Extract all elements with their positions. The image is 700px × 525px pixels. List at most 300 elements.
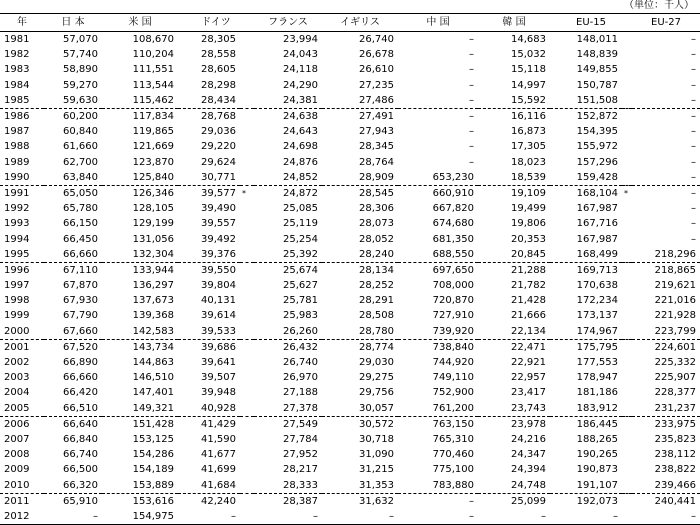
cell-japan: 67,870 — [63, 280, 98, 292]
cell-eu27: 228,377 — [654, 387, 697, 399]
cell-eu15-note — [622, 170, 632, 186]
cell-usa: 153,125 — [132, 433, 174, 445]
cell-korea: 25,099 — [478, 493, 550, 509]
table-row — [0, 216, 700, 231]
cell-china: 660,910 — [398, 185, 478, 201]
cell-korea: 23,743 — [511, 402, 546, 414]
cell-usa: 131,056 — [132, 233, 174, 245]
cell-germany-note — [240, 477, 254, 493]
cell-eu27: – — [691, 141, 697, 153]
cell-korea: 19,806 — [511, 218, 546, 230]
cell-eu27: – — [632, 185, 700, 201]
cell-korea: – — [478, 509, 550, 525]
cell-eu27: 221,928 — [654, 310, 697, 322]
cell-uk: 26,610 — [359, 64, 394, 76]
cell-korea: 24,347 — [511, 449, 546, 461]
cell-germany: 28,768 — [178, 108, 240, 124]
cell-uk: 28,508 — [359, 310, 394, 322]
cell-eu15-note — [622, 401, 632, 417]
cell-japan: 59,630 — [63, 94, 98, 106]
cell-france: 26,260 — [283, 325, 318, 337]
cell-germany: 29,036 — [201, 126, 236, 138]
table-row — [0, 509, 700, 525]
cell-japan: 60,200 — [44, 108, 102, 124]
cell-eu15: 186,445 — [550, 416, 622, 432]
cell-france: 27,378 — [283, 402, 318, 414]
cell-korea: 22,921 — [511, 357, 546, 369]
cell-france: 28,387 — [254, 493, 322, 509]
cell-china: 783,880 — [432, 479, 474, 491]
cell-china: 667,820 — [432, 203, 474, 215]
cell-japan: 66,450 — [63, 233, 98, 245]
table-row — [0, 231, 700, 246]
cell-germany: 39,686 — [178, 339, 240, 355]
cell-france: 27,952 — [283, 449, 318, 461]
cell-uk: 31,632 — [322, 493, 398, 509]
cell-germany-note — [240, 247, 254, 263]
cell-germany: – — [178, 509, 240, 525]
cell-usa: 154,286 — [132, 449, 174, 461]
cell-uk: 28,073 — [359, 218, 394, 230]
cell-china: – — [398, 108, 478, 124]
cell-germany: 28,305 — [201, 34, 236, 46]
cell-eu27: 223,799 — [654, 325, 697, 337]
cell-year: 2008 — [4, 449, 30, 461]
cell-france: 25,781 — [283, 295, 318, 307]
cell-france: 24,698 — [283, 141, 318, 153]
cell-eu15: 188,265 — [576, 433, 618, 445]
cell-germany: 28,558 — [201, 49, 236, 61]
cell-china: – — [469, 156, 474, 168]
cell-eu27: – — [691, 49, 697, 61]
table-row — [0, 139, 700, 154]
cell-japan: 57,740 — [63, 49, 98, 61]
cell-france: 24,290 — [283, 79, 318, 91]
table-row — [0, 108, 700, 124]
cell-eu15: 168,104 — [550, 185, 622, 201]
cell-eu27: 235,823 — [654, 433, 697, 445]
cell-china: 681,350 — [432, 233, 474, 245]
table-row — [0, 432, 700, 447]
cell-uk: 26,678 — [359, 49, 394, 61]
cell-china: – — [469, 34, 474, 46]
cell-china: – — [469, 141, 474, 153]
cell-korea: 24,748 — [511, 479, 546, 491]
cell-eu15: 151,508 — [576, 94, 618, 106]
table-row — [0, 278, 700, 293]
cell-germany: 28,298 — [201, 79, 236, 91]
table-row — [0, 308, 700, 323]
cell-eu15-note: * — [622, 185, 632, 201]
cell-uk: 30,572 — [322, 416, 398, 432]
cell-year: 1999 — [4, 310, 30, 322]
cell-germany: 39,804 — [201, 280, 236, 292]
cell-china: 765,310 — [432, 433, 474, 445]
cell-usa: 154,975 — [102, 509, 178, 525]
cell-year: 2006 — [0, 416, 44, 432]
cell-eu15: 155,972 — [576, 141, 618, 153]
cell-france: 25,119 — [283, 218, 318, 230]
cell-eu15: 178,947 — [576, 372, 618, 384]
cell-japan: 58,890 — [63, 64, 98, 76]
cell-china: 708,000 — [432, 280, 474, 292]
table-row — [0, 47, 700, 62]
cell-germany-note — [240, 432, 254, 447]
table-row — [0, 416, 700, 432]
cell-france: 25,983 — [283, 310, 318, 322]
cell-korea: 22,957 — [511, 372, 546, 384]
cell-uk: 27,943 — [359, 126, 394, 138]
cell-japan: 67,110 — [44, 262, 102, 278]
header-usa: 米 国 — [102, 14, 178, 32]
cell-eu15-note — [622, 477, 632, 493]
cell-france: 25,254 — [283, 233, 318, 245]
cell-eu15-note — [622, 78, 632, 93]
cell-france: 24,118 — [283, 64, 318, 76]
cell-germany-note — [240, 32, 254, 48]
cell-uk: 31,090 — [359, 449, 394, 461]
cell-france: 24,872 — [254, 185, 322, 201]
cell-eu27: – — [691, 218, 697, 230]
cell-china: 752,900 — [432, 387, 474, 399]
cell-france: 28,333 — [283, 479, 318, 491]
cell-france: 24,852 — [283, 171, 318, 183]
cell-usa: 108,670 — [132, 34, 174, 46]
cell-germany-note — [240, 139, 254, 154]
cell-germany-note — [240, 278, 254, 293]
cell-china: 744,920 — [432, 357, 474, 369]
cell-korea: 14,997 — [511, 79, 546, 91]
cell-china: 688,550 — [432, 248, 474, 260]
cell-china: 738,840 — [398, 339, 478, 355]
employment-table — [0, 13, 700, 525]
cell-year: 1986 — [0, 108, 44, 124]
cell-germany: 39,492 — [201, 233, 236, 245]
cell-korea: 21,288 — [478, 262, 550, 278]
table-row — [0, 339, 700, 355]
cell-eu15: – — [550, 509, 622, 525]
table-row — [0, 78, 700, 93]
cell-usa: 115,462 — [132, 94, 174, 106]
cell-china: 761,200 — [432, 402, 474, 414]
cell-uk: 27,235 — [359, 79, 394, 91]
cell-usa: 126,346 — [102, 185, 178, 201]
cell-eu27: 225,332 — [654, 357, 697, 369]
cell-eu15: 169,713 — [550, 262, 622, 278]
cell-uk: 28,774 — [322, 339, 398, 355]
cell-japan: 62,700 — [63, 156, 98, 168]
table-row — [0, 93, 700, 109]
cell-year: 1991 — [0, 185, 44, 201]
cell-year: 1996 — [0, 262, 44, 278]
cell-germany-note — [240, 78, 254, 93]
cell-uk: 29,275 — [359, 372, 394, 384]
cell-china: 720,870 — [432, 295, 474, 307]
cell-germany-note — [240, 231, 254, 246]
table-row — [0, 477, 700, 493]
cell-eu27: – — [691, 171, 697, 183]
cell-year: 2010 — [4, 479, 30, 491]
cell-eu27: 233,975 — [632, 416, 700, 432]
cell-uk: 30,718 — [359, 433, 394, 445]
cell-eu15-note — [622, 385, 632, 400]
cell-eu15: 152,872 — [550, 108, 622, 124]
cell-japan: 60,840 — [63, 126, 98, 138]
cell-korea: 23,978 — [478, 416, 550, 432]
cell-eu15: 175,795 — [550, 339, 622, 355]
cell-japan: 66,150 — [63, 218, 98, 230]
cell-germany-note — [240, 262, 254, 278]
cell-usa: 128,105 — [132, 203, 174, 215]
cell-usa: 121,669 — [132, 141, 174, 153]
cell-china: 763,150 — [398, 416, 478, 432]
cell-eu15: 168,499 — [576, 248, 618, 260]
cell-eu15-note — [622, 339, 632, 355]
cell-eu15: 170,638 — [576, 280, 618, 292]
cell-year: 2001 — [0, 339, 44, 355]
cell-eu27: – — [691, 233, 697, 245]
cell-uk: 27,486 — [359, 94, 394, 106]
cell-eu15-note — [622, 47, 632, 62]
cell-eu27: 240,441 — [632, 493, 700, 509]
cell-france: 26,970 — [283, 372, 318, 384]
header-year: 年 — [0, 14, 44, 32]
cell-germany: 39,490 — [201, 203, 236, 215]
cell-year: 1990 — [4, 171, 30, 183]
cell-germany-note — [240, 170, 254, 186]
cell-germany: 39,641 — [201, 357, 236, 369]
cell-year: 1987 — [4, 126, 30, 138]
table-row — [0, 401, 700, 417]
cell-korea: 15,118 — [511, 64, 546, 76]
cell-year: 1998 — [4, 295, 30, 307]
cell-germany-note — [240, 216, 254, 231]
cell-year: 2009 — [4, 464, 30, 476]
cell-germany-note — [240, 93, 254, 109]
cell-uk: 30,057 — [359, 402, 394, 414]
cell-korea: 14,683 — [511, 34, 546, 46]
cell-japan: 67,930 — [63, 295, 98, 307]
cell-germany-note — [240, 108, 254, 124]
cell-japan: 59,270 — [63, 79, 98, 91]
cell-eu15-note — [622, 324, 632, 340]
header-korea: 韓 国 — [478, 14, 550, 32]
cell-uk: 28,345 — [359, 141, 394, 153]
cell-eu15: 167,987 — [576, 233, 618, 245]
cell-eu15-note — [622, 262, 632, 278]
cell-usa: 154,189 — [132, 464, 174, 476]
cell-usa: 147,401 — [132, 387, 174, 399]
cell-eu15: 149,855 — [576, 64, 618, 76]
cell-eu27: – — [632, 509, 700, 525]
table-row — [0, 324, 700, 340]
cell-eu27: 238,822 — [654, 464, 697, 476]
cell-usa: 144,863 — [132, 357, 174, 369]
cell-korea: 21,428 — [511, 295, 546, 307]
cell-year: 2003 — [4, 372, 30, 384]
cell-france: 27,188 — [283, 387, 318, 399]
cell-usa: 142,583 — [132, 325, 174, 337]
table-row — [0, 155, 700, 170]
cell-usa: 149,321 — [132, 402, 174, 414]
cell-eu27: 224,601 — [632, 339, 700, 355]
cell-eu15-note — [622, 93, 632, 109]
cell-eu15: 177,553 — [576, 357, 618, 369]
cell-germany: 39,557 — [201, 218, 236, 230]
cell-germany-note — [240, 462, 254, 477]
cell-japan: 67,790 — [63, 310, 98, 322]
cell-france: 24,381 — [283, 94, 318, 106]
cell-korea: 15,592 — [511, 94, 546, 106]
cell-eu27: 219,621 — [654, 280, 697, 292]
cell-japan: 63,840 — [63, 171, 98, 183]
cell-uk: 28,909 — [359, 171, 394, 183]
cell-eu15-note — [622, 231, 632, 246]
cell-korea: 21,666 — [511, 310, 546, 322]
cell-year: 2002 — [4, 357, 30, 369]
cell-uk: 31,215 — [359, 464, 394, 476]
cell-year: 1997 — [4, 280, 30, 292]
cell-germany-note — [240, 401, 254, 417]
cell-china: – — [469, 64, 474, 76]
cell-germany: 29,220 — [201, 141, 236, 153]
cell-year: 2012 — [0, 509, 44, 525]
cell-japan: 67,660 — [63, 325, 98, 337]
cell-eu15: 192,073 — [550, 493, 622, 509]
cell-eu15-note — [622, 139, 632, 154]
cell-korea: 18,023 — [511, 156, 546, 168]
cell-uk: 28,240 — [359, 248, 394, 260]
cell-eu27: 238,112 — [654, 449, 697, 461]
cell-eu15-note — [622, 216, 632, 231]
table-row — [0, 447, 700, 462]
cell-usa: 153,616 — [102, 493, 178, 509]
cell-france: 27,784 — [283, 433, 318, 445]
cell-france: 24,876 — [283, 156, 318, 168]
cell-eu15-note — [622, 447, 632, 462]
table-row — [0, 493, 700, 509]
cell-usa: 151,428 — [102, 416, 178, 432]
cell-germany-note — [240, 155, 254, 170]
cell-china: – — [398, 493, 478, 509]
cell-japan: 66,660 — [63, 372, 98, 384]
table-row — [0, 262, 700, 278]
cell-china: – — [469, 126, 474, 138]
cell-germany-note — [240, 509, 254, 525]
cell-japan: 61,660 — [63, 141, 98, 153]
table-row — [0, 355, 700, 370]
cell-eu15-note — [622, 432, 632, 447]
cell-uk: 28,052 — [359, 233, 394, 245]
cell-france: 26,432 — [254, 339, 322, 355]
cell-eu15-note — [622, 201, 632, 216]
cell-germany: 39,533 — [201, 325, 236, 337]
cell-korea: 22,134 — [511, 325, 546, 337]
cell-germany: 29,624 — [201, 156, 236, 168]
header-france: フランス — [254, 14, 322, 32]
cell-japan: 66,640 — [44, 416, 102, 432]
cell-korea: 22,471 — [478, 339, 550, 355]
header-eu15: EU-15 — [550, 14, 632, 32]
cell-eu27: 239,466 — [654, 479, 697, 491]
cell-eu15-note — [622, 293, 632, 308]
cell-japan: 67,520 — [44, 339, 102, 355]
cell-eu15: 191,107 — [576, 479, 618, 491]
cell-eu15-note — [622, 416, 632, 432]
cell-uk: 28,306 — [359, 203, 394, 215]
cell-germany-note — [240, 124, 254, 139]
cell-germany: 41,590 — [201, 433, 236, 445]
cell-eu15: 190,873 — [576, 464, 618, 476]
cell-eu15-note — [622, 462, 632, 477]
table-row — [0, 247, 700, 263]
cell-china: – — [469, 49, 474, 61]
cell-germany-note — [240, 447, 254, 462]
cell-eu15: 190,265 — [576, 449, 618, 461]
cell-eu27: 218,865 — [632, 262, 700, 278]
cell-japan: 66,840 — [63, 433, 98, 445]
cell-usa: 110,204 — [132, 49, 174, 61]
cell-eu27: – — [691, 94, 697, 106]
cell-china: 775,100 — [432, 464, 474, 476]
cell-france: 24,043 — [283, 49, 318, 61]
cell-china: 727,910 — [432, 310, 474, 322]
cell-eu27: 218,296 — [654, 248, 697, 260]
cell-japan: 66,500 — [63, 464, 98, 476]
cell-eu15: 183,912 — [576, 402, 618, 414]
cell-eu27: – — [691, 203, 697, 215]
header-germany: ドイツ — [178, 14, 254, 32]
cell-germany-note — [240, 493, 254, 509]
cell-germany: 41,429 — [178, 416, 240, 432]
cell-eu15-note — [622, 308, 632, 323]
cell-eu15-note — [622, 124, 632, 139]
header-eu27: EU-27 — [632, 14, 700, 32]
cell-year: 1994 — [4, 233, 30, 245]
cell-france: 24,643 — [283, 126, 318, 138]
cell-eu27: – — [691, 64, 697, 76]
cell-eu15-note — [622, 509, 632, 525]
cell-uk: 28,252 — [359, 280, 394, 292]
cell-china: 653,230 — [432, 171, 474, 183]
cell-japan: 66,510 — [63, 402, 98, 414]
cell-eu27: – — [632, 108, 700, 124]
cell-eu15-note — [622, 247, 632, 263]
cell-korea: 19,109 — [478, 185, 550, 201]
cell-germany-note — [240, 47, 254, 62]
cell-japan: 66,890 — [63, 357, 98, 369]
cell-eu27: – — [691, 79, 697, 91]
table-row — [0, 185, 700, 201]
cell-germany-note — [240, 293, 254, 308]
cell-eu15: 167,716 — [576, 218, 618, 230]
cell-korea: 23,417 — [511, 387, 546, 399]
cell-year: 1983 — [4, 64, 30, 76]
cell-eu15-note — [622, 493, 632, 509]
cell-germany: 41,699 — [201, 464, 236, 476]
cell-germany: 39,577 — [178, 185, 240, 201]
cell-germany: 41,677 — [201, 449, 236, 461]
cell-france: 25,674 — [254, 262, 322, 278]
cell-france: 27,549 — [254, 416, 322, 432]
cell-uk: 26,740 — [359, 34, 394, 46]
cell-france: 25,085 — [283, 203, 318, 215]
cell-uk: 28,764 — [359, 156, 394, 168]
cell-usa: 133,944 — [102, 262, 178, 278]
cell-eu27: 231,237 — [654, 402, 697, 414]
cell-eu15-note — [622, 108, 632, 124]
header-row — [0, 14, 700, 32]
